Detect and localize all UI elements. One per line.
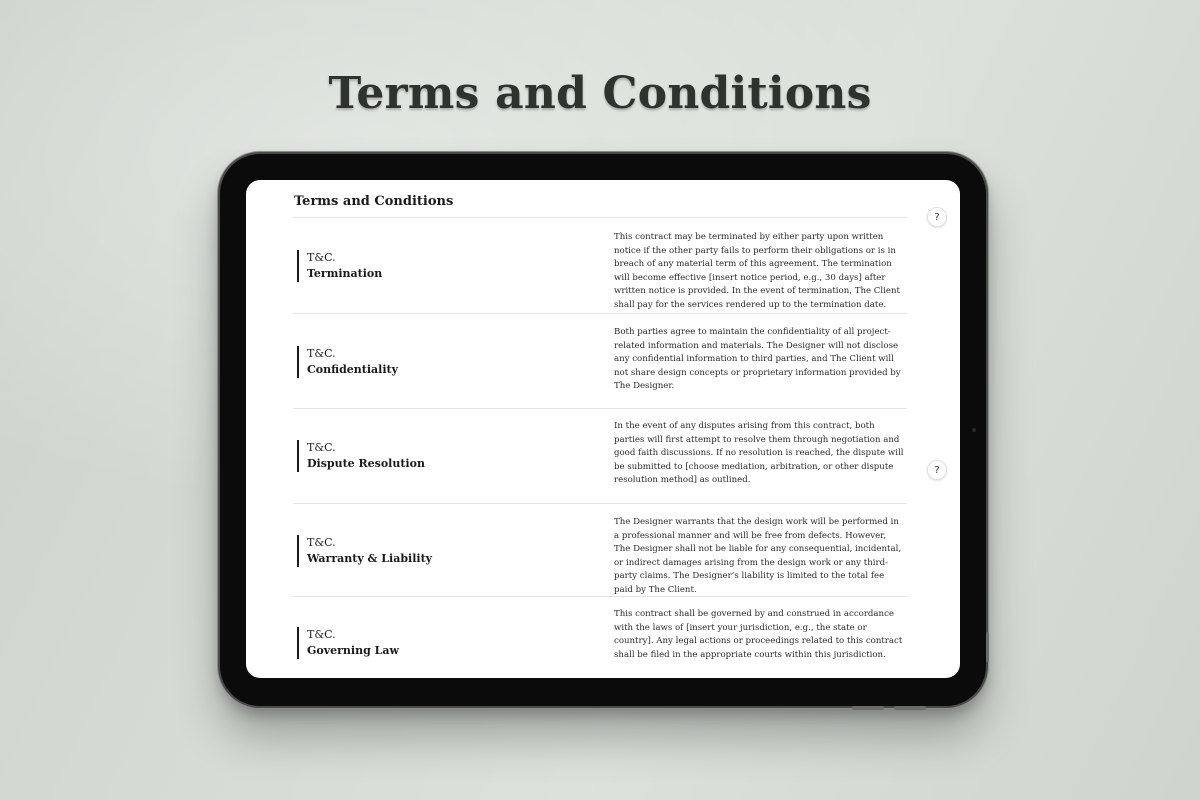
section-tag: T&C. bbox=[307, 536, 336, 549]
terms-section-warranty-liability bbox=[293, 504, 907, 597]
section-heading: Confidentiality bbox=[307, 363, 398, 376]
section-body: In the event of any disputes arising from this contract, both parties will first attempt to resolve them through negotiation and good faith discussions. If no resolution is reached, the dispute will be submitted to [choose mediation, arbitration, or other dispute resolution method] as outlined. bbox=[614, 421, 904, 486]
terms-section-termination bbox=[293, 218, 907, 314]
section-heading: Governing Law bbox=[307, 644, 399, 657]
tablet-camera bbox=[972, 428, 976, 432]
section-label bbox=[297, 346, 398, 378]
section-body: This contract shall be governed by and construed in accordance with the laws of [insert your jurisdiction, e.g., the state or country]. Any legal actions or proceedings related to this contract shall be filed in the appropriate courts within this jurisdiction. bbox=[614, 609, 903, 660]
section-label bbox=[297, 627, 399, 659]
section-heading: Warranty & Liability bbox=[307, 552, 433, 565]
section-body: The Designer warrants that the design work will be performed in a professional manner and will be free from defects. However, The Designer shall not be liable for any consequential, incidental, or indirect damages arising from the design work or any third-party claims. The Designer’s liability is limited to the total fee paid by The Client. bbox=[614, 517, 902, 595]
tablet-volume-up-button bbox=[852, 706, 884, 710]
section-label bbox=[297, 440, 425, 472]
section-heading: Dispute Resolution bbox=[307, 457, 425, 470]
section-tag: T&C. bbox=[307, 251, 336, 264]
section-tag: T&C. bbox=[307, 441, 336, 454]
section-label bbox=[297, 535, 432, 567]
section-body: Both parties agree to maintain the confidentiality of all project-related information and materials. The Designer will not disclose any confidential information to third parties, and The Client will not share design concepts or proprietary information provided by The Designer. bbox=[614, 327, 901, 392]
help-button[interactable]: ? bbox=[927, 460, 947, 480]
page-title: Terms and Conditions bbox=[328, 68, 872, 119]
tablet-side-button bbox=[986, 632, 989, 662]
terms-section-governing-law bbox=[293, 597, 907, 678]
tablet-volume-down-button bbox=[894, 706, 926, 710]
section-tag: T&C. bbox=[307, 347, 336, 360]
section-body: This contract may be terminated by either party upon written notice if the other party fails to perform their obligations or is in breach of any material term of this agreement. The termination will become effective [insert notice period, e.g., 30 days] after written notice is provided. In the event of termination, The Client shall pay for the services rendered up to the termination date. bbox=[614, 232, 900, 310]
help-button[interactable]: ? bbox=[927, 207, 947, 227]
terms-section-confidentiality bbox=[293, 314, 907, 409]
terms-sections bbox=[293, 218, 907, 678]
section-heading: Termination bbox=[307, 267, 383, 280]
section-tag: T&C. bbox=[307, 628, 336, 641]
terms-section-dispute-resolution bbox=[293, 409, 907, 504]
tablet-screen bbox=[246, 180, 960, 678]
document-title: Terms and Conditions bbox=[294, 194, 454, 209]
section-label bbox=[297, 250, 382, 282]
